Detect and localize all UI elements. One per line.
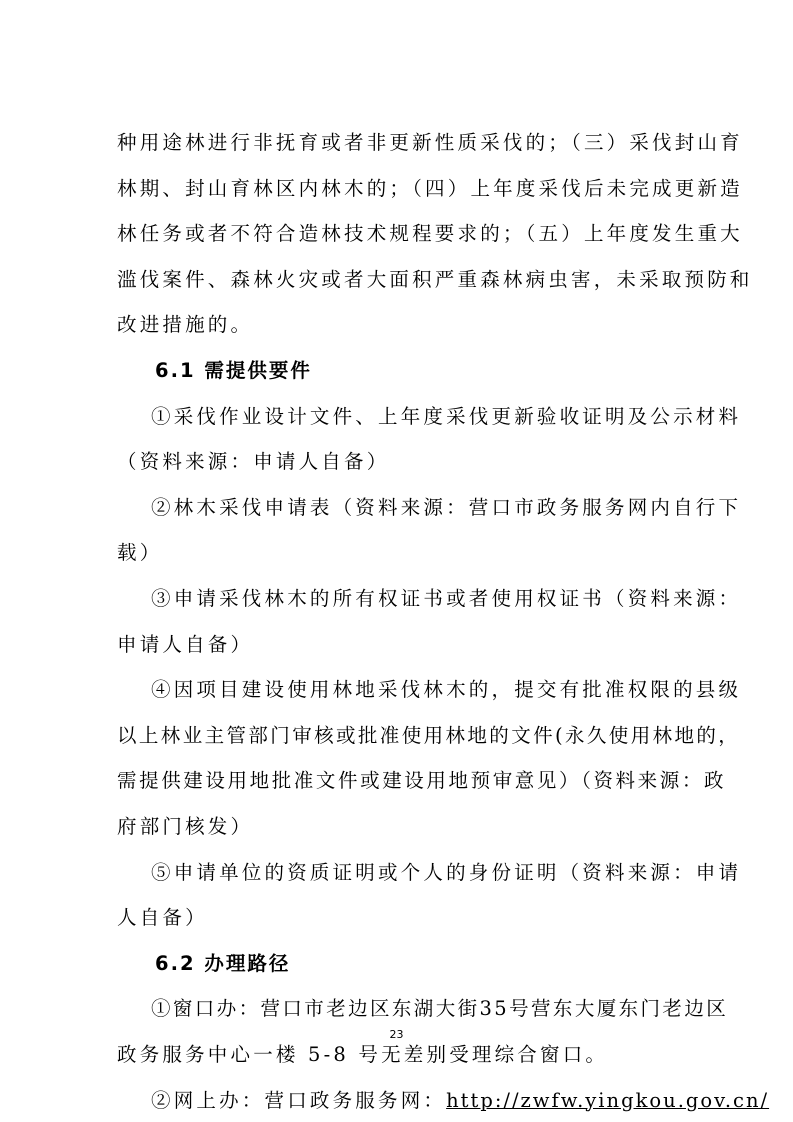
requirement-item-1-line: （资料来源：申请人自备） [117, 450, 390, 474]
service-website-link[interactable]: http://zwfw.yingkou.gov.cn/ [446, 1088, 770, 1112]
paragraph-line: 滥伐案件、森林火灾或者大面积严重森林病虫害，未采取预防和 [117, 267, 753, 291]
path-item-1-line: 政务服务中心一楼 5-8 号无差别受理综合窗口。 [117, 1043, 609, 1066]
path-item-2-line [0, 1089, 793, 1113]
section-heading-6-1: 6.1 需提供要件 [155, 359, 312, 382]
path-item-1-line: ①窗口办：营口市老边区东湖大街35号营东大厦东门老边区 [151, 997, 729, 1021]
requirement-item-5-line: ⑤申请单位的资质证明或个人的身份证明（资料来源：申请 [151, 860, 742, 884]
paragraph-line: 种用途林进行非抚育或者非更新性质采伐的；（三）采伐封山育 [117, 131, 743, 154]
paragraph-line: 林期、封山育林区内林木的；（四）上年度采伐后未完成更新造 [117, 176, 743, 200]
section-heading-6-2: 6.2 办理路径 [155, 951, 291, 975]
requirement-item-5-line: 人自备） [117, 906, 208, 930]
requirement-item-4-line: 以上林业主管部门审核或批准使用林地的文件(永久使用林地的， [117, 723, 741, 747]
paragraph-line: 改进措施的。 [117, 313, 254, 337]
path-item-2-prefix: ②网上办：营口政务服务网： [151, 1088, 447, 1112]
requirement-item-2-line: 载） [117, 541, 163, 565]
page-number: 23 [389, 1028, 404, 1041]
requirement-item-4-line: 府部门核发） [117, 815, 254, 838]
requirement-item-4-line: 需提供建设用地批准文件或建设用地预审意见）（资料来源：政 [117, 769, 727, 793]
requirement-item-3-line: 申请人自备） [117, 632, 254, 656]
requirement-item-4-line: ④因项目建设使用林地采伐林木的，提交有批准权限的县级 [151, 678, 742, 702]
paragraph-line: 林任务或者不符合造林技术规程要求的；（五）上年度发生重大 [117, 222, 743, 246]
requirement-item-2-line: ②林木采伐申请表（资料来源：营口市政务服务网内自行下 [151, 495, 742, 519]
requirement-item-1-line: ①采伐作业设计文件、上年度采伐更新验收证明及公示材料 [151, 404, 742, 428]
requirement-item-3-line: ③申请采伐林木的所有权证书或者使用权证书（资料来源： [151, 587, 742, 610]
